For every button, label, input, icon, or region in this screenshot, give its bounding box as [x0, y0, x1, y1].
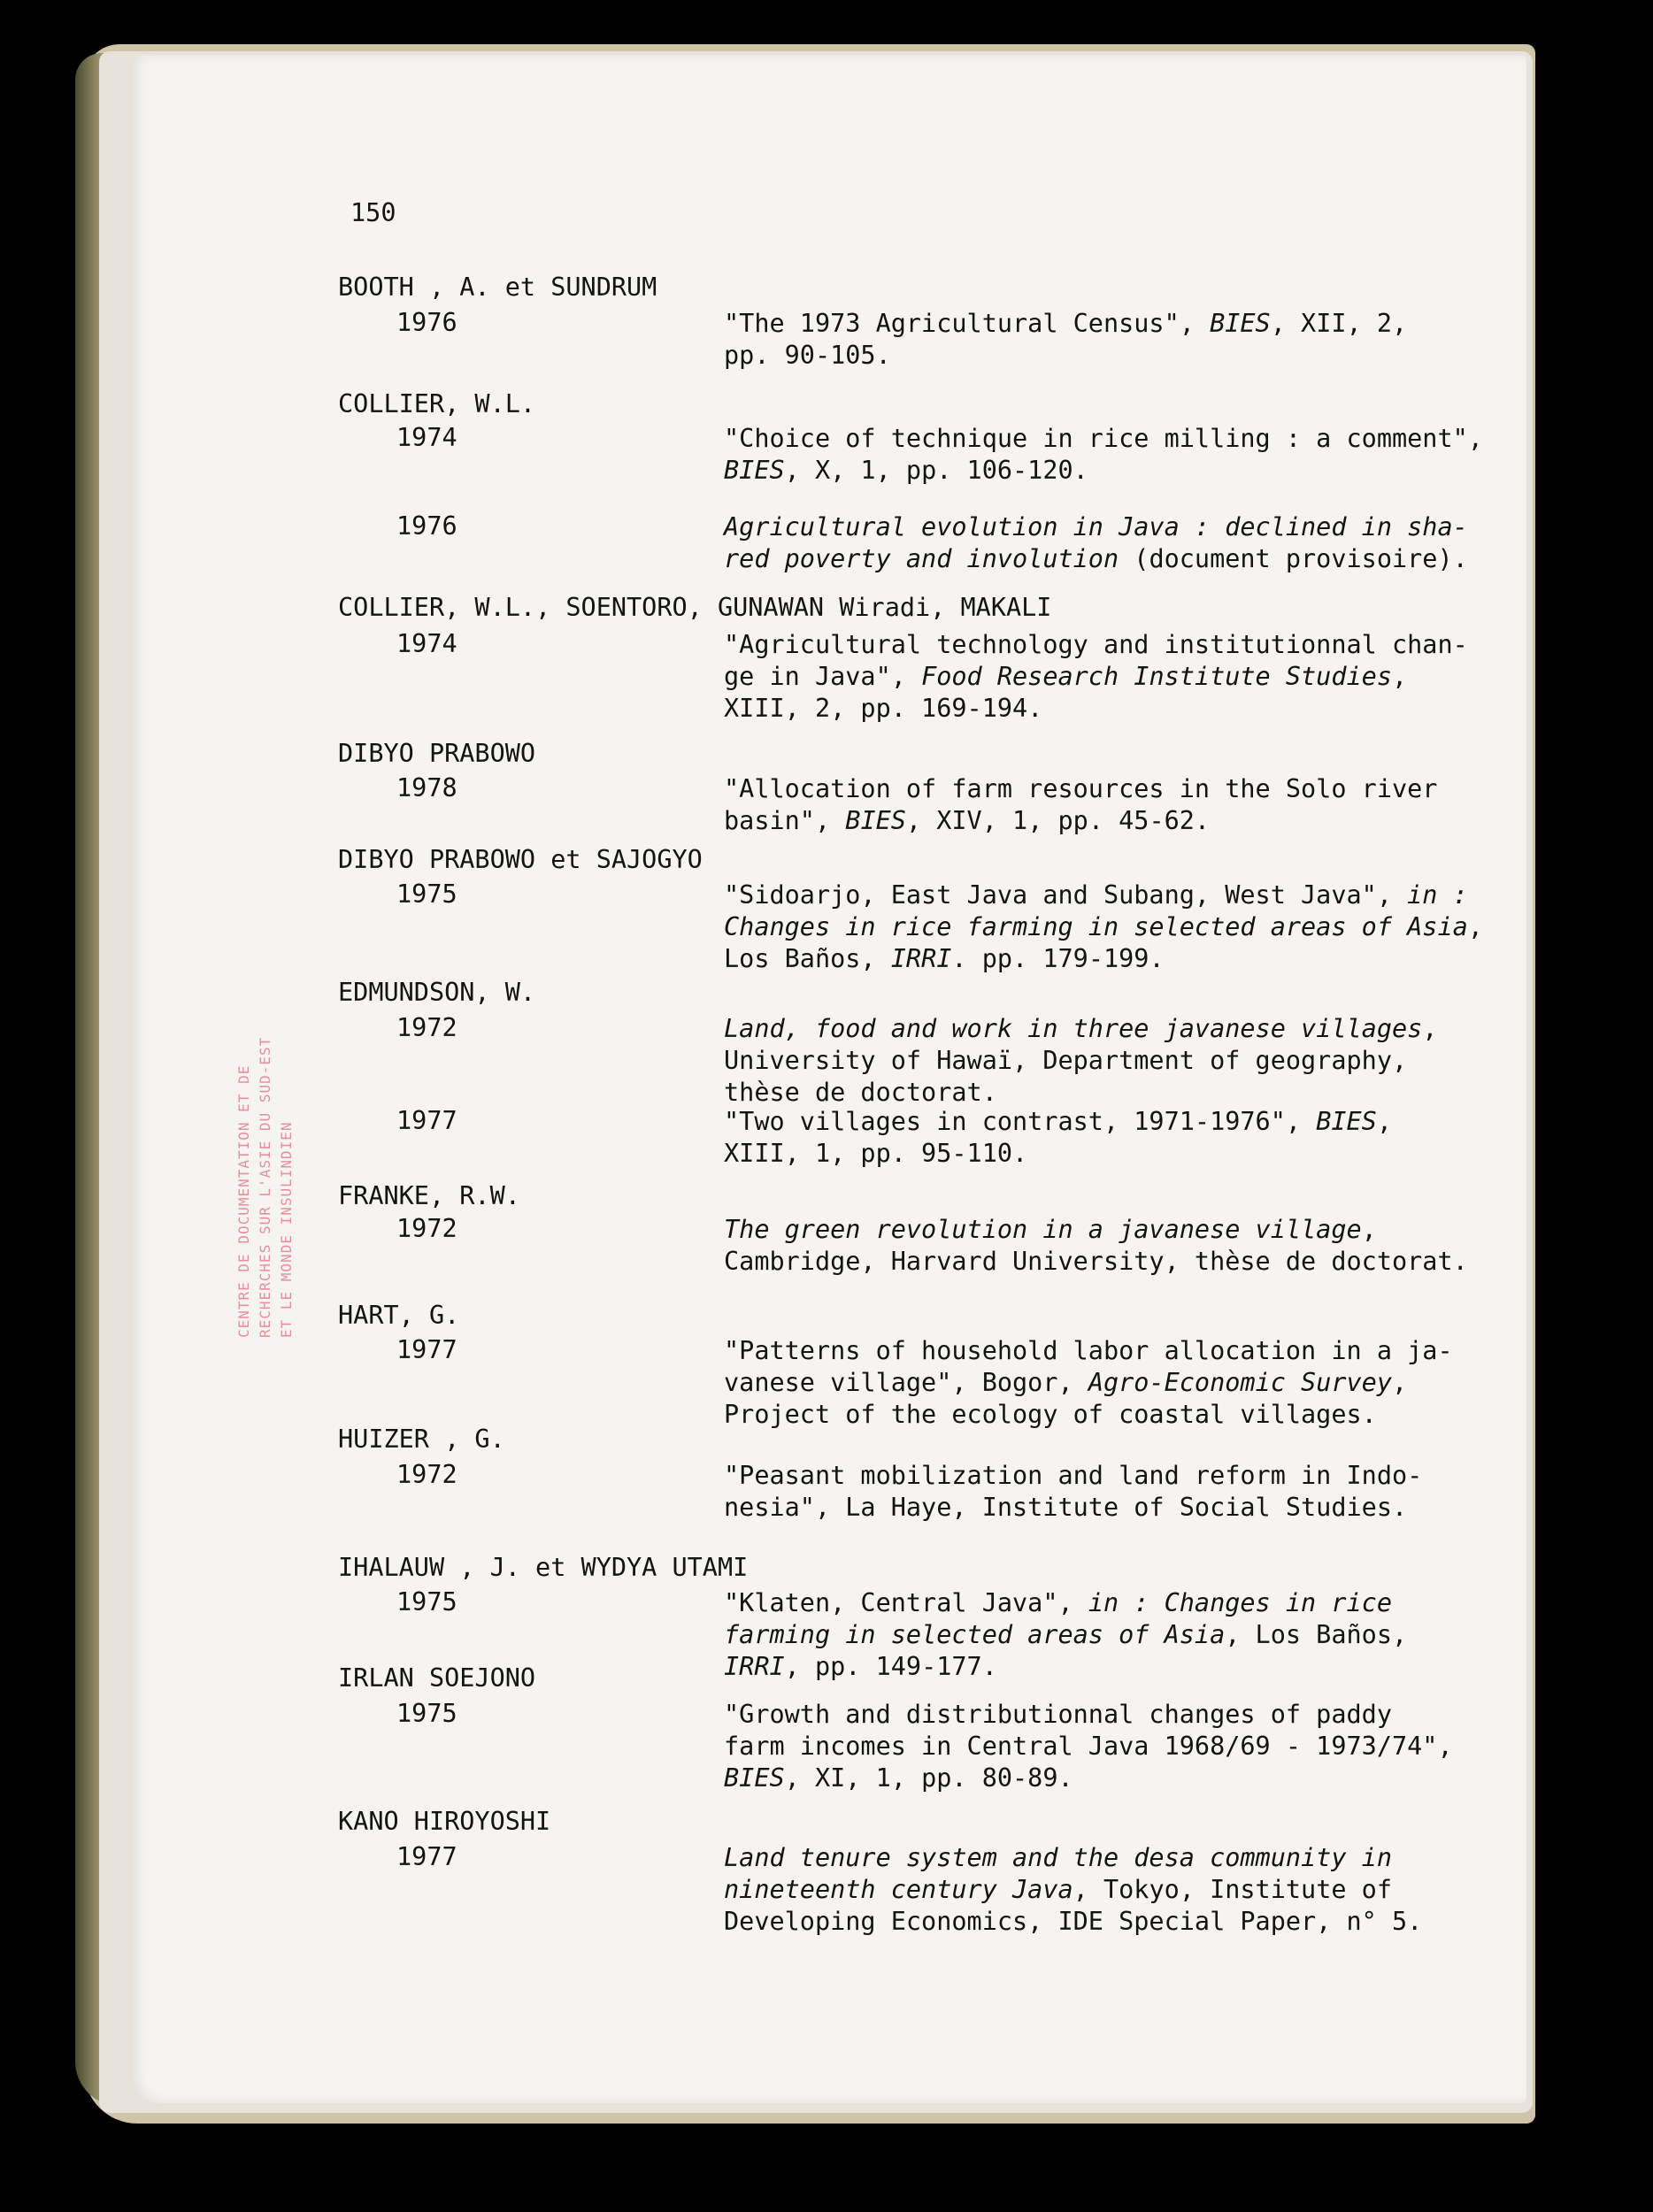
reference-line [724, 1731, 1485, 1763]
italic-title: BIES [845, 806, 906, 835]
reference-text: farm incomes in Central Java 1968/69 - 1973/74", [724, 1732, 1453, 1761]
reference-line [724, 1399, 1485, 1431]
entry-author: IHALAUW , J. et WYDYA UTAMI [338, 1553, 749, 1582]
entry-year: 1977 [396, 1335, 457, 1364]
entry-author: EDMUNDSON, W. [338, 978, 536, 1007]
reference-line [724, 805, 1485, 837]
reference-text: Developing Economics, IDE Special Paper, n° 5. [724, 1907, 1423, 1936]
entry-year: 1976 [396, 308, 457, 337]
reference-text: , [1391, 1368, 1408, 1397]
page-number: 150 [350, 198, 396, 227]
reference-text: "Peasant mobilization and land reform in Indo- [724, 1461, 1423, 1490]
reference-line [724, 1045, 1485, 1077]
reference-line [724, 629, 1485, 661]
entry-year: 1975 [396, 1587, 457, 1617]
stamp-line: RECHERCHES SUR L'ASIE DU SUD-EST [257, 1036, 273, 1338]
italic-title: BIES [1210, 309, 1271, 338]
reference-text: , XI, 1, pp. 80-89. [784, 1763, 1073, 1793]
reference-text: thèse de doctorat. [724, 1078, 997, 1107]
reference-text: , Tokyo, Institute of [1073, 1875, 1392, 1904]
entry-reference [724, 308, 1485, 372]
reference-line [724, 1367, 1485, 1399]
italic-title: in : Changes in rice [1088, 1588, 1392, 1617]
entry-reference [724, 1013, 1485, 1109]
entry-reference [724, 1214, 1485, 1278]
entry-reference [724, 1699, 1485, 1794]
entry-reference [724, 879, 1485, 975]
reference-text: , Los Baños, [1225, 1620, 1408, 1649]
entry-year: 1977 [396, 1842, 457, 1871]
reference-text: Project of the ecology of coastal villages. [724, 1400, 1377, 1429]
entry-year: 1972 [396, 1214, 457, 1243]
entry-author: DIBYO PRABOWO [338, 739, 536, 768]
reference-line [724, 1138, 1485, 1170]
entry-reference [724, 773, 1485, 837]
entry-reference [724, 1842, 1485, 1938]
entry-year: 1974 [396, 423, 457, 452]
entry-author: COLLIER, W.L. [338, 389, 536, 419]
reference-line [724, 1619, 1485, 1651]
italic-title: The green revolution in a javanese village [724, 1215, 1362, 1244]
italic-title: BIES [1316, 1107, 1377, 1136]
italic-title: farming in selected areas of Asia [724, 1620, 1226, 1649]
reference-line [724, 1460, 1485, 1492]
reference-line [724, 1906, 1485, 1938]
entry-reference [724, 1335, 1485, 1431]
entry-year: 1974 [396, 629, 457, 658]
reference-text: vanese village", Bogor, [724, 1368, 1088, 1397]
entry-author: DIBYO PRABOWO et SAJOGYO [338, 845, 703, 874]
italic-title: Changes in rice farming in selected areas of Asia [724, 912, 1468, 941]
reference-text: , XII, 2, [1270, 309, 1408, 338]
reference-line [724, 1842, 1485, 1874]
reference-text: "Klaten, Central Java", [724, 1588, 1088, 1617]
entry-reference [724, 1587, 1485, 1683]
reference-text: "Two villages in contrast, 1971-1976", [724, 1107, 1317, 1136]
italic-title: BIES [724, 1763, 785, 1793]
reference-text: , [1422, 1014, 1438, 1043]
reference-text: Cambridge, Harvard University, thèse de doctorat. [724, 1247, 1468, 1276]
entry-author: HART, G. [338, 1301, 460, 1330]
entry-reference [724, 423, 1485, 487]
entry-reference [724, 1460, 1485, 1524]
reference-line [724, 661, 1485, 693]
reference-text: "Choice of technique in rice milling : a comment", [724, 424, 1483, 453]
reference-line [724, 1651, 1485, 1683]
entry-author: FRANKE, R.W. [338, 1181, 520, 1210]
stamp-line: ET LE MONDE INSULINDIEN [278, 1121, 295, 1338]
entry-year: 1978 [396, 773, 457, 803]
reference-text: nesia", La Haye, Institute of Social Studies. [724, 1493, 1408, 1522]
library-stamp [235, 922, 333, 1338]
reference-line [724, 1492, 1485, 1524]
reference-text: ge in Java", [724, 662, 922, 691]
entry-year: 1977 [396, 1106, 457, 1135]
reference-text: XIII, 2, pp. 169-194. [724, 694, 1043, 723]
reference-text: (document provisoire). [1119, 544, 1468, 573]
entry-author: HUIZER , G. [338, 1425, 505, 1454]
reference-text: University of Hawaï, Department of geography, [724, 1046, 1408, 1075]
reference-text: , X, 1, pp. 106-120. [784, 456, 1088, 485]
italic-title: Land, food and work in three javanese villages [724, 1014, 1423, 1043]
reference-line [724, 693, 1485, 725]
reference-text: , [1391, 662, 1408, 691]
reference-text: Los Baños, [724, 944, 891, 973]
reference-line [724, 773, 1485, 805]
entry-reference [724, 629, 1485, 725]
reference-line [724, 308, 1485, 340]
entry-year: 1975 [396, 1699, 457, 1728]
italic-title: nineteenth century Java [724, 1875, 1073, 1904]
entry-year: 1972 [396, 1460, 457, 1489]
italic-title: in : [1407, 880, 1468, 910]
italic-title: red poverty and involution [724, 544, 1119, 573]
reference-line [724, 511, 1485, 543]
entry-year: 1972 [396, 1013, 457, 1042]
reference-line [724, 1013, 1485, 1045]
reference-text: , pp. 149-177. [784, 1652, 997, 1681]
entry-author: BOOTH , A. et SUNDRUM [338, 273, 657, 302]
reference-text: , [1361, 1215, 1377, 1244]
reference-line [724, 1587, 1485, 1619]
reference-line [724, 1763, 1485, 1794]
reference-text: XIII, 1, pp. 95-110. [724, 1139, 1028, 1168]
entry-author: KANO HIROYOSHI [338, 1807, 551, 1836]
italic-title: Food Research Institute Studies [921, 662, 1392, 691]
reference-line [724, 1246, 1485, 1278]
reference-text: "Sidoarjo, East Java and Subang, West Java", [724, 880, 1408, 910]
reference-line [724, 911, 1485, 943]
reference-text: basin", [724, 806, 846, 835]
entry-author: COLLIER, W.L., SOENTORO, GUNAWAN Wiradi, MAKALI [338, 593, 1052, 622]
entry-author: IRLAN SOEJONO [338, 1663, 536, 1693]
reference-line [724, 1699, 1485, 1731]
italic-title: Land tenure system and the desa community in [724, 1843, 1392, 1872]
entry-year: 1975 [396, 879, 457, 909]
italic-title: IRRI [724, 1652, 785, 1681]
reference-text: , [1467, 912, 1483, 941]
italic-title: Agro-Economic Survey [1088, 1368, 1392, 1397]
italic-title: BIES [724, 456, 785, 485]
reference-text: , XIV, 1, pp. 45-62. [905, 806, 1211, 835]
italic-title: Agricultural evolution in Java : declined in sha- [724, 512, 1468, 541]
reference-line [724, 1335, 1485, 1367]
reference-line [724, 1214, 1485, 1246]
entry-reference [724, 511, 1485, 575]
reference-text: "Agricultural technology and institutionnal chan- [724, 630, 1468, 659]
reference-text: "The 1973 Agricultural Census", [724, 309, 1211, 338]
reference-line [724, 423, 1485, 455]
reference-line [724, 1874, 1485, 1906]
reference-text: pp. 90-105. [724, 341, 891, 370]
reference-line [724, 340, 1485, 372]
italic-title: IRRI [890, 944, 952, 973]
reference-line [724, 943, 1485, 975]
reference-line [724, 879, 1485, 911]
reference-line [724, 543, 1485, 575]
reference-text: "Allocation of farm resources in the Solo river [724, 774, 1438, 803]
reference-line [724, 1106, 1485, 1138]
stamp-line: CENTRE DE DOCUMENTATION ET DE [235, 1064, 252, 1338]
reference-line [724, 1077, 1485, 1109]
reference-text: "Growth and distributionnal changes of paddy [724, 1700, 1392, 1729]
reference-text: , [1376, 1107, 1392, 1136]
reference-text: . pp. 179-199. [951, 944, 1165, 973]
reference-text: "Patterns of household labor allocation in a ja- [724, 1336, 1453, 1365]
reference-line [724, 455, 1485, 487]
entry-reference [724, 1106, 1485, 1170]
entry-year: 1976 [396, 511, 457, 541]
